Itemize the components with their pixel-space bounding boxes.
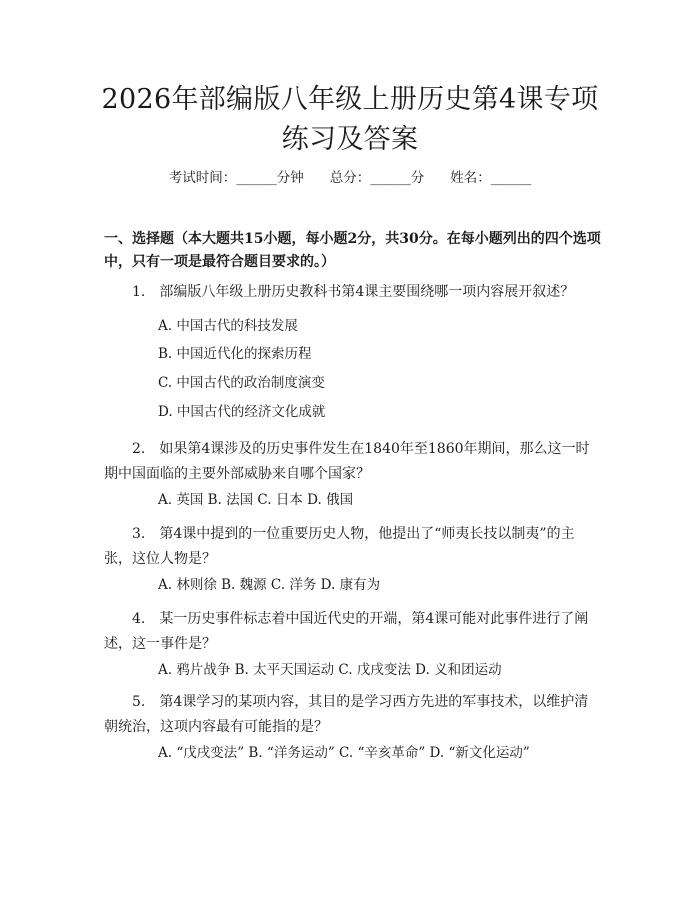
question-3-options: A. 林则徐 B. 魏源 C. 洋务 D. 康有为 [158, 577, 381, 593]
question-1-option-c: C. 中国古代的政治制度演变 [158, 375, 325, 391]
question-2-options: A. 英国 B. 法国 C. 日本 D. 俄国 [158, 492, 354, 508]
question-1: 1. 部编版八年级上册历史教科书第4课主要围绕哪一项内容展开叙述？ [132, 284, 575, 300]
question-5: 5. 第4课学习的某项内容，其目的是学习西方先进的军事技术，以维护清朝统治，这项内容最有可能指的是？ [104, 694, 589, 735]
question-1-option-b: B. 中国近代化的探索历程 [158, 346, 312, 362]
section-heading: 一、选择题（本大题共15小题，每小题2分，共30分。在每小题列出的四个选项中，只有一项是最符合题目要求的。） [104, 231, 601, 270]
question-3: 3. 第4课中提到的一位重要历史人物，他提出了“师夷长技以制夷”的主张，这位人物是？ [104, 526, 575, 567]
exam-score: 总分：______分 [329, 170, 425, 186]
question-1-option-d: D. 中国古代的经济文化成就 [158, 404, 326, 420]
exam-time: 考试时间：______分钟 [168, 170, 304, 186]
exam-name: 姓名：______ [450, 170, 532, 186]
page-title: 2026年部编版八年级上册历史第4课专项练习及答案 [101, 84, 599, 155]
question-5-options: A. “戊戌变法” B. “洋务运动” C. “辛亥革命” D. “新文化运动” [158, 745, 530, 761]
exam-meta [0, 168, 700, 188]
question-4-options: A. 鸦片战争 B. 太平天国运动 C. 戊戌变法 D. 义和团运动 [158, 662, 502, 678]
question-2: 2. 如果第4课涉及的历史事件发生在1840年至1860年期间，那么这一时期中国面临的主要外部威胁来自哪个国家？ [104, 441, 590, 482]
question-4: 4. 某一历史事件标志着中国近代史的开端，第4课可能对此事件进行了阐述，这一事件是？ [104, 611, 589, 652]
question-1-option-a: A. 中国古代的科技发展 [158, 318, 298, 334]
